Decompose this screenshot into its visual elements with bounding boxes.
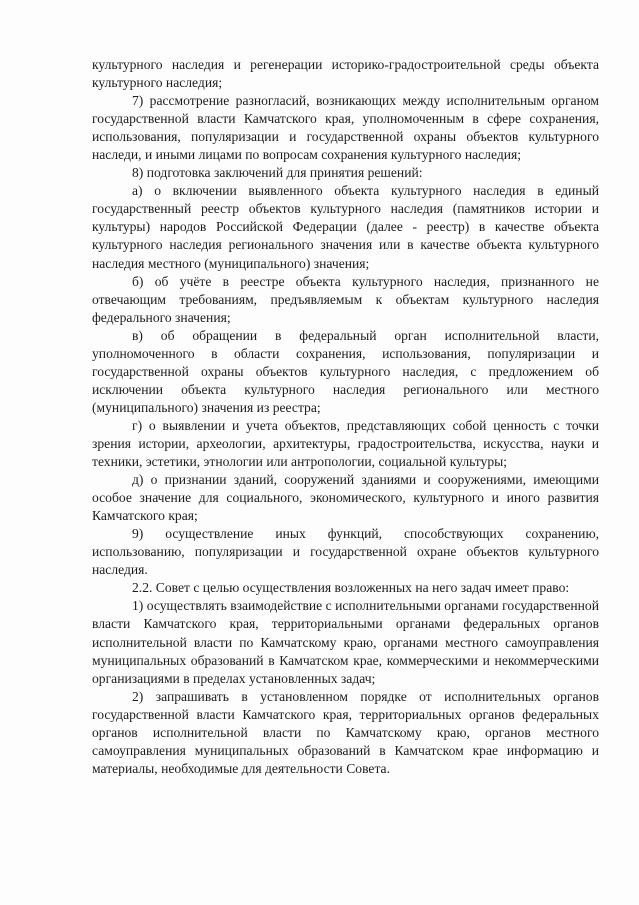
paragraph-11: 1) осуществлять взаимодействие с исполнительными органами государственной власти Камчатского края, территориальными органами федеральных органов исполнительной власти по Камчатскому краю, органами местного самоуправления муниципальных образований в Камчатском крае, коммерческими и некоммерческими организациями в пределах установленных задач; [92, 598, 599, 686]
paragraph-7: г) о выявлении и учета объектов, представляющих собой ценность с точки зрения истории, археологии, архитектуры, градостроительства, искусства, науки и техники, эстетики, этнологии или антропологии, социальной культуры; [92, 417, 599, 470]
paragraph-8: д) о признании зданий, сооружений зданиями и сооружениями, имеющими особое значение для социального, экономического, культурного и иного развития Камчатского края; [92, 472, 599, 524]
paragraph-10: 2.2. Совет с целью осуществления возложенных на него задач имеет право: [132, 580, 570, 596]
paragraph-9: 9) осуществление иных функций, способствующих сохранению, использованию, популяризации и государственной охране объектов культурного наследия. [92, 526, 599, 578]
paragraph-2: 7) рассмотрение разногласий, возникающих между исполнительным органом государственной власти Камчатского края, уполномоченным в сфере сохранения, использования, популяризации и государственной охраны объектов культурного наследи, и иными лицами по вопросам сохранения культурного наследия; [92, 93, 599, 163]
document-body [92, 56, 599, 778]
paragraph-3: 8) подготовка заключений для принятия решений: [132, 165, 423, 181]
paragraph-6: в) об обращении в федеральный орган исполнительной власти, уполномоченного в области сохранения, использования, популяризации и государственной охраны объектов культурного наследия, с предложением об исключении объекта культурного наследия регионального или местного (муниципального) значения из реестра; [92, 327, 599, 415]
paragraph-5: б) об учёте в реестре объекта культурного наследия, признанного не отвечающим требованиям, предъявляемым к объектам культурного наследия федерального значения; [92, 273, 599, 325]
paragraph-1: культурного наследия и регенерации историко-градостроительной среды объекта культурного наследия; [92, 57, 599, 91]
paragraph-12: 2) запрашивать в установленном порядке от исполнительных органов государственной власти Камчатского края, территориальных органов федеральных органов исполнительной власти по Камчатскому краю, органов местного самоуправления муниципальных образований в Камчатском крае информацию и материалы, необходимые для деятельности Совета. [92, 688, 599, 776]
paragraph-4: а) о включении выявленного объекта культурного наследия в единый государственный реестр объектов культурного наследия (памятников истории и культуры) народов Российской Федерации (далее - реестр) в качестве объекта культурного наследия регионального значения или в качестве объекта культурного наследия местного (муниципального) значения; [92, 183, 599, 271]
